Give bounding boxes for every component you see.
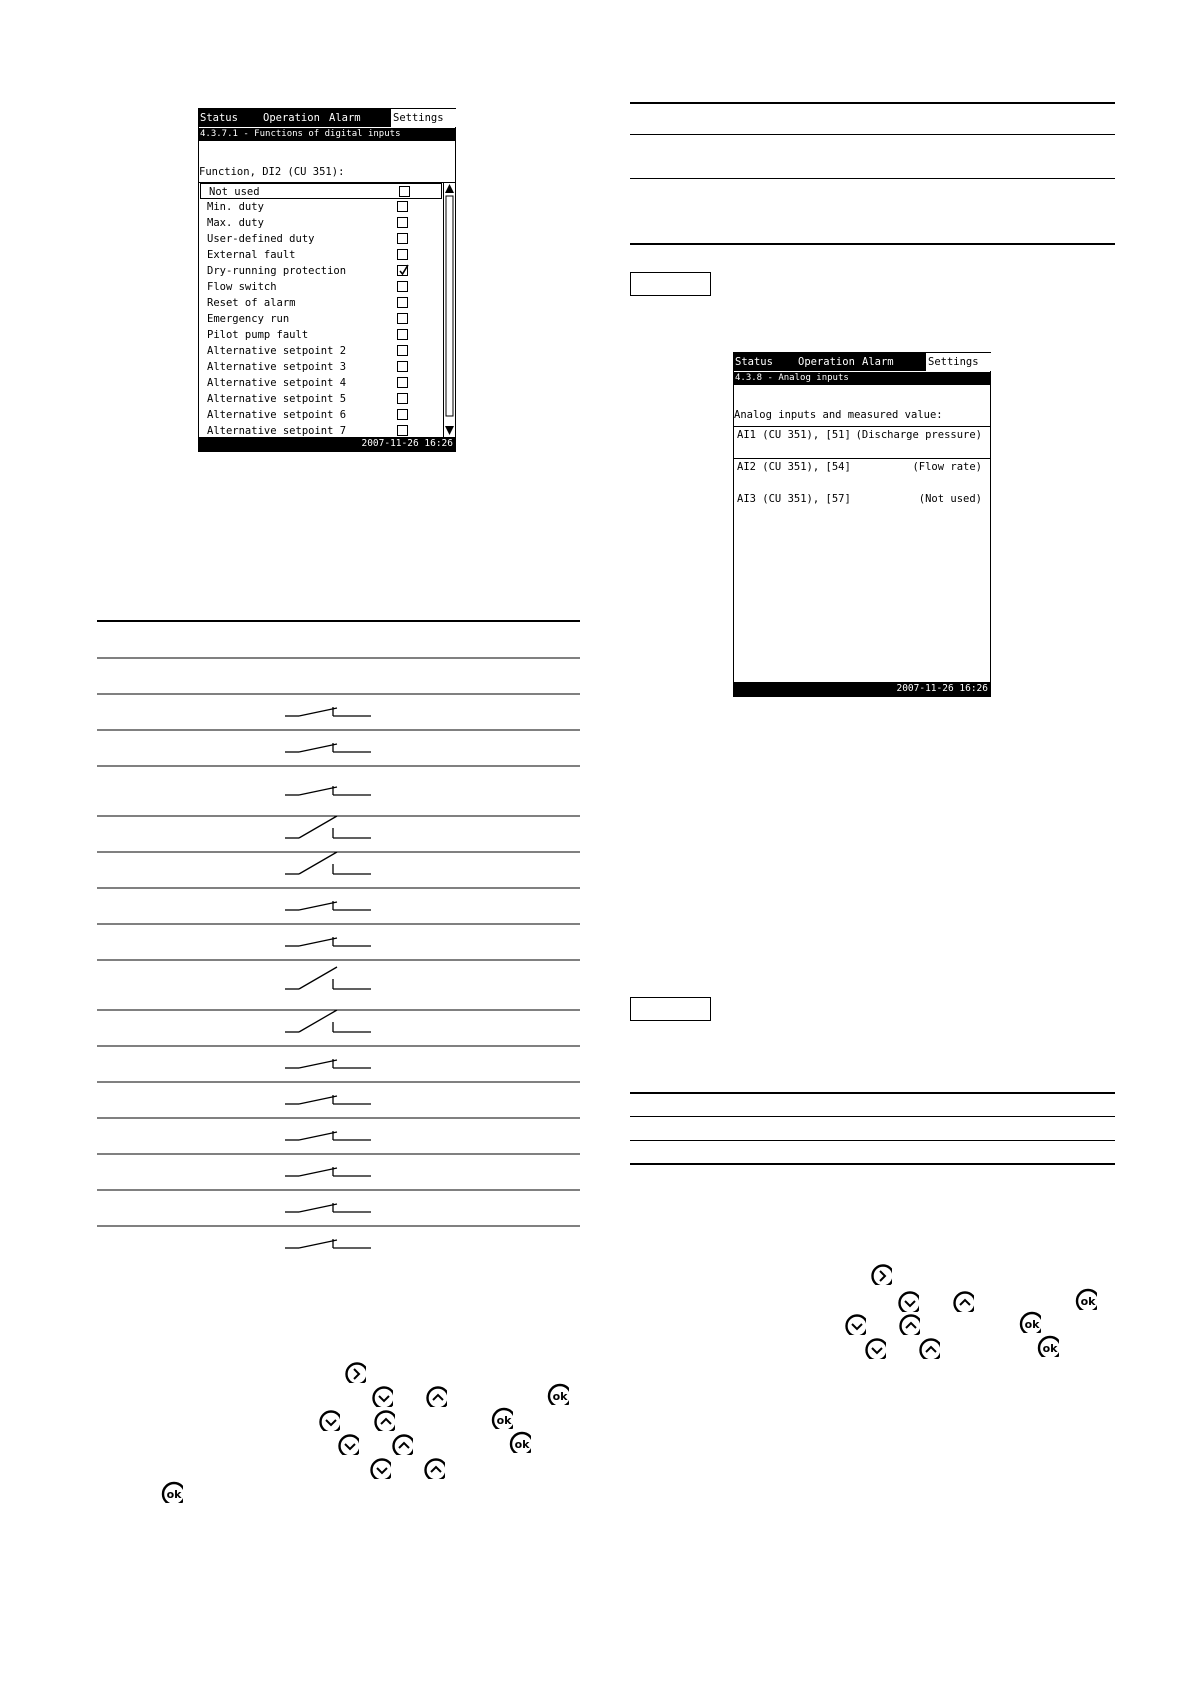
function-option-label: Max. duty <box>207 217 264 229</box>
contact-closed-symbol <box>285 937 371 946</box>
function-option-label: External fault <box>207 249 296 261</box>
contact-table-graphic <box>97 620 580 1260</box>
svg-text:ok: ok <box>514 1438 530 1451</box>
analog-inputs-screen <box>733 352 991 697</box>
down-arrow-button-icon <box>844 1313 866 1335</box>
table-row-rule <box>630 1140 1115 1141</box>
analog-input-row[interactable] <box>734 491 990 507</box>
analog-input-value: (Not used) <box>918 493 982 505</box>
function-option[interactable] <box>199 343 443 359</box>
scroll-thumb <box>446 196 453 416</box>
table-bottom-rule <box>630 243 1115 245</box>
function-option[interactable] <box>199 423 443 437</box>
contact-closed-symbol <box>285 786 371 795</box>
option-checkbox[interactable] <box>397 409 408 420</box>
svg-text:ok: ok <box>1042 1342 1058 1355</box>
ok-button-icon <box>547 1383 569 1405</box>
down-arrow-button-icon <box>369 1457 391 1479</box>
function-option[interactable] <box>199 407 443 423</box>
right-arrow-button-icon <box>870 1263 892 1285</box>
up-arrow-button-icon <box>898 1313 920 1335</box>
option-checkbox[interactable] <box>397 361 408 372</box>
status-datetime: 2007-11-26 16:26 <box>734 682 990 696</box>
checkmark-icon <box>398 264 409 277</box>
contact-closed-symbol <box>285 707 371 716</box>
down-arrow-button-icon <box>337 1433 359 1455</box>
contact-open-symbol <box>285 852 371 874</box>
function-option[interactable] <box>199 327 443 343</box>
table-top-rule <box>630 1092 1115 1094</box>
analog-input-name: AI2 (CU 351), [54] <box>737 461 851 473</box>
option-checkbox[interactable] <box>399 186 410 197</box>
contact-closed-symbol <box>285 743 371 752</box>
option-checkbox[interactable] <box>397 345 408 356</box>
option-checkbox[interactable] <box>397 217 408 228</box>
option-checkbox[interactable] <box>397 313 408 324</box>
svg-text:ok: ok <box>552 1390 568 1403</box>
analog-heading: Analog inputs and measured value: <box>734 409 943 421</box>
table-row-rule <box>630 1116 1115 1117</box>
table-row-rule <box>630 134 1115 135</box>
function-option-label: Alternative setpoint 3 <box>207 361 347 373</box>
function-option-label: Not used <box>209 186 260 198</box>
function-label: Function, DI2 (CU 351): <box>199 166 345 178</box>
up-arrow-button-icon <box>373 1409 395 1431</box>
status-datetime: 2007-11-26 16:26 <box>199 437 455 451</box>
up-arrow-button-icon <box>425 1385 447 1407</box>
screen-title: 4.3.7.1 - Functions of digital inputs <box>199 128 455 141</box>
option-checkbox[interactable] <box>397 281 408 292</box>
analog-input-name: AI3 (CU 351), [57] <box>737 493 851 505</box>
function-option-label: Min. duty <box>207 201 264 213</box>
function-option[interactable] <box>199 391 443 407</box>
up-arrow-button-icon <box>391 1433 413 1455</box>
contact-closed-symbol <box>285 1203 371 1212</box>
option-checkbox[interactable] <box>397 393 408 404</box>
ok-button-icon <box>491 1407 513 1429</box>
function-option[interactable] <box>199 375 443 391</box>
ok-button-icon <box>1019 1311 1041 1333</box>
figure-label-box <box>630 272 711 296</box>
scroll-down-arrow-icon <box>445 426 454 435</box>
table-bottom-rule <box>630 1163 1115 1165</box>
function-option[interactable] <box>199 279 443 295</box>
down-arrow-button-icon <box>318 1409 340 1431</box>
ok-button-icon <box>161 1481 183 1503</box>
tab-operation[interactable]: Operation <box>263 112 320 124</box>
tab-alarm[interactable]: Alarm <box>329 112 361 124</box>
function-option-label: Alternative setpoint 4 <box>207 377 347 389</box>
option-checkbox[interactable] <box>397 265 408 276</box>
scrollbar[interactable] <box>443 183 455 437</box>
function-option[interactable] <box>199 199 443 215</box>
table-row-rule <box>630 178 1115 179</box>
contact-table <box>97 620 580 1260</box>
option-checkbox[interactable] <box>397 377 408 388</box>
tab-operation[interactable]: Operation <box>798 356 855 368</box>
function-option-label: Reset of alarm <box>207 297 296 309</box>
down-arrow-button-icon <box>371 1385 393 1407</box>
up-arrow-button-icon <box>952 1290 974 1312</box>
option-checkbox[interactable] <box>397 233 408 244</box>
tab-alarm[interactable]: Alarm <box>862 356 894 368</box>
screen-title: 4.3.8 - Analog inputs <box>734 372 990 385</box>
contact-closed-symbol <box>285 1131 371 1140</box>
option-checkbox[interactable] <box>397 201 408 212</box>
tab-settings[interactable]: Settings <box>391 109 457 127</box>
function-option[interactable] <box>199 215 443 231</box>
function-option-label: Flow switch <box>207 281 277 293</box>
function-option-label: Alternative setpoint 7 <box>207 425 347 437</box>
tab-settings[interactable]: Settings <box>926 353 992 371</box>
contact-closed-symbol <box>285 1095 371 1104</box>
analog-input-row[interactable] <box>734 459 990 475</box>
up-arrow-button-icon <box>423 1457 445 1479</box>
down-arrow-button-icon <box>897 1290 919 1312</box>
option-checkbox[interactable] <box>397 425 408 436</box>
analog-input-name: AI1 (CU 351), [51] <box>737 429 851 441</box>
function-option-label: Alternative setpoint 6 <box>207 409 347 421</box>
svg-text:ok: ok <box>496 1414 512 1427</box>
function-option-label: User-defined duty <box>207 233 315 245</box>
function-option[interactable] <box>199 263 443 279</box>
tab-bar <box>734 353 990 371</box>
contact-open-symbol <box>285 967 371 989</box>
option-checkbox[interactable] <box>397 297 408 308</box>
svg-text:ok: ok <box>1024 1318 1040 1331</box>
function-option-label: Emergency run <box>207 313 290 325</box>
function-option-list <box>199 183 443 437</box>
function-option-label: Alternative setpoint 5 <box>207 393 347 405</box>
ok-button-icon <box>509 1431 531 1453</box>
up-arrow-button-icon <box>918 1337 940 1359</box>
tab-bar <box>199 109 455 127</box>
option-checkbox[interactable] <box>397 249 408 260</box>
analog-input-row-selected[interactable] <box>734 427 990 443</box>
analog-input-value: (Discharge pressure) <box>855 429 982 441</box>
analog-input-value: (Flow rate) <box>912 461 982 473</box>
function-option[interactable] <box>199 359 443 375</box>
function-option[interactable] <box>199 311 443 327</box>
contact-closed-symbol <box>285 901 371 910</box>
table-top-rule <box>630 102 1115 104</box>
contact-closed-symbol <box>285 1167 371 1176</box>
contact-closed-symbol <box>285 1059 371 1068</box>
svg-text:ok: ok <box>1080 1295 1096 1308</box>
tab-status[interactable]: Status <box>200 112 238 124</box>
function-option[interactable] <box>200 183 442 199</box>
function-option[interactable] <box>199 231 443 247</box>
function-option-label: Pilot pump fault <box>207 329 309 341</box>
contact-closed-symbol <box>285 1239 371 1248</box>
scroll-up-arrow-icon <box>445 184 454 193</box>
function-option-label: Dry-running protection <box>207 265 347 277</box>
ok-button-icon <box>1075 1288 1097 1310</box>
contact-open-symbol <box>285 1010 371 1032</box>
function-option-label: Alternative setpoint 2 <box>207 345 347 357</box>
digital-inputs-screen <box>198 108 456 452</box>
tab-status[interactable]: Status <box>735 356 773 368</box>
contact-open-symbol <box>285 816 371 838</box>
function-option[interactable] <box>199 247 443 263</box>
svg-text:ok: ok <box>166 1488 182 1501</box>
down-arrow-button-icon <box>864 1337 886 1359</box>
figure-label-box <box>630 997 711 1021</box>
function-option[interactable] <box>199 295 443 311</box>
right-arrow-button-icon <box>344 1361 366 1383</box>
scrollbar-graphic <box>444 183 455 437</box>
ok-button-icon <box>1037 1335 1059 1357</box>
option-checkbox[interactable] <box>397 329 408 340</box>
